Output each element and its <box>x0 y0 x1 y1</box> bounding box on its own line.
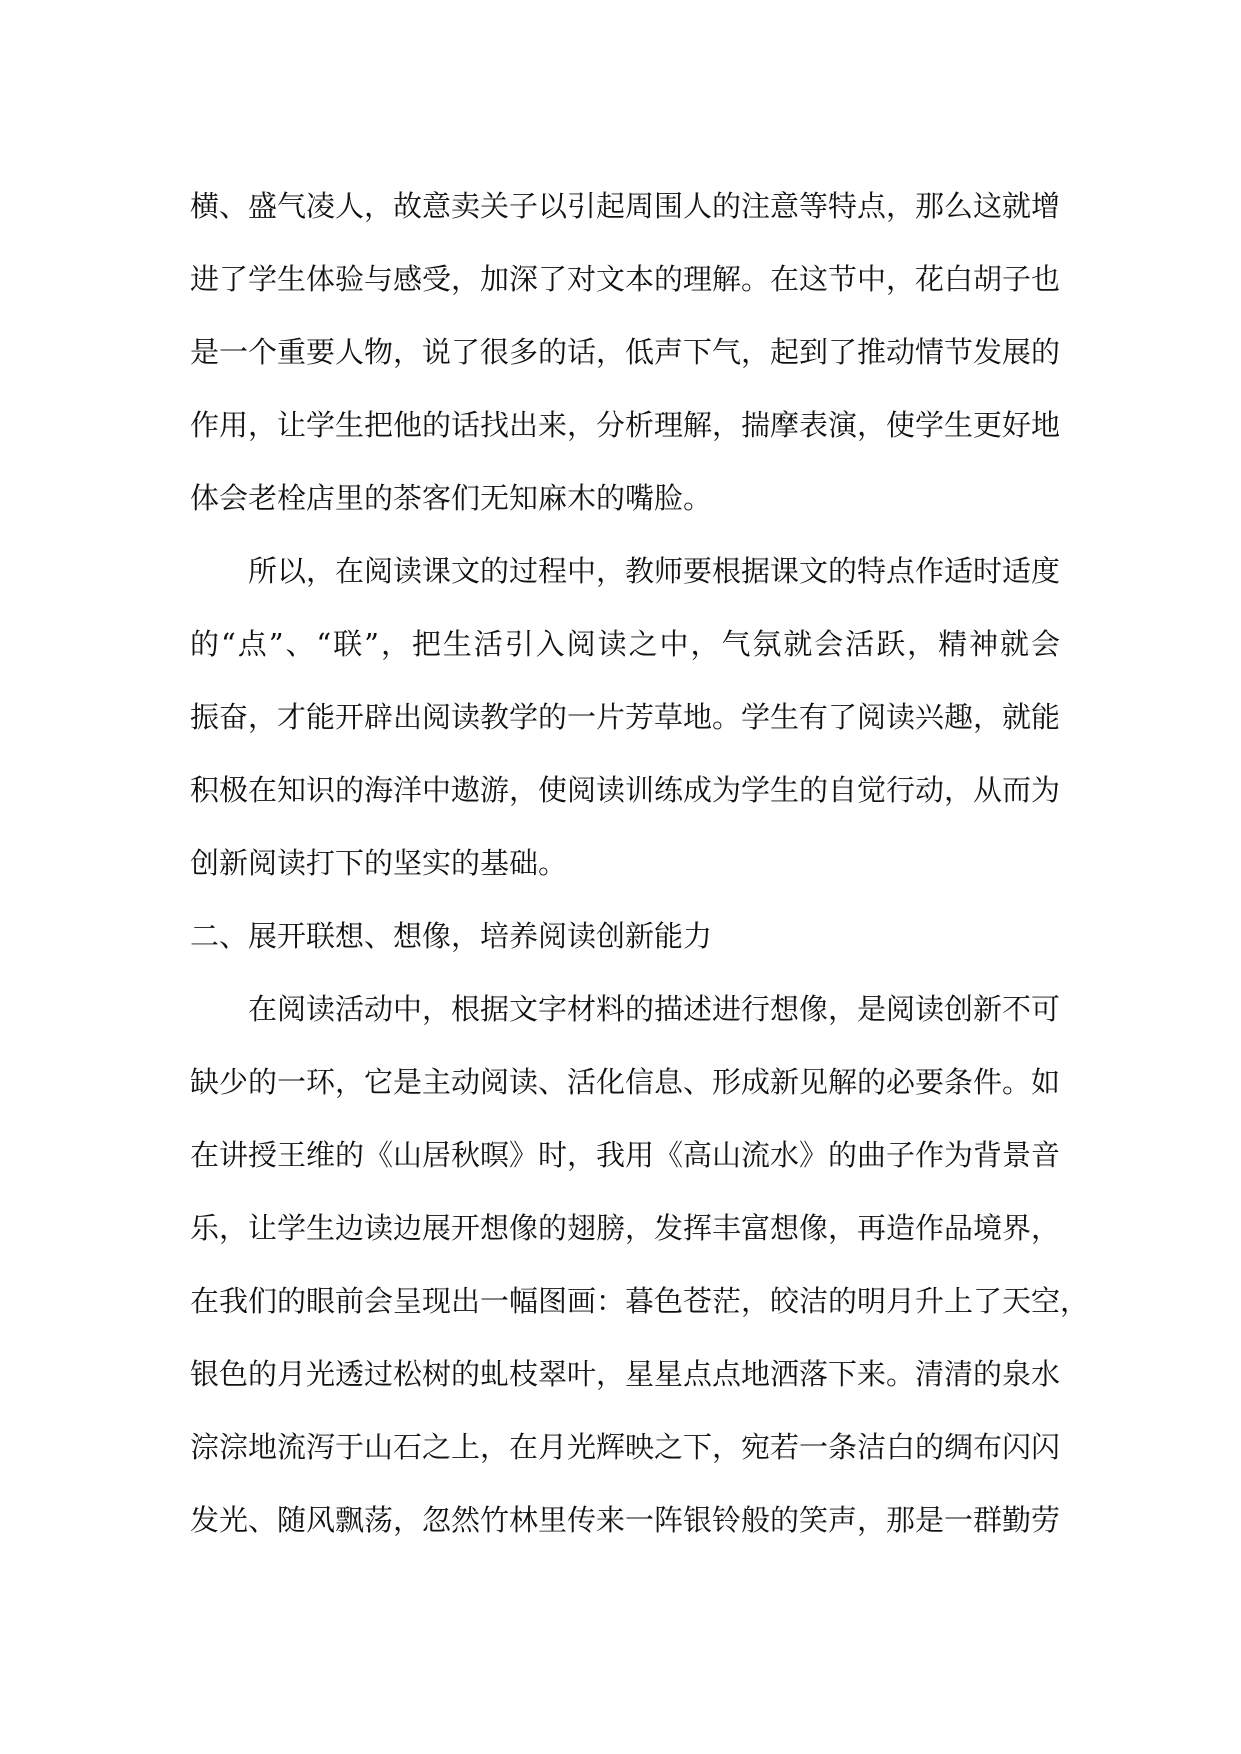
text-line: 创新阅读打下的坚实的基础。 <box>190 846 568 880</box>
text-line: 淙淙地流泻于山石之上，在月光辉映之下，宛若一条洁白的绸布闪闪 <box>190 1430 1061 1464</box>
text-line: 是一个重要人物，说了很多的话，低声下气，起到了推动情节发展的 <box>190 335 1061 369</box>
text-line: 缺少的一环，它是主动阅读、活化信息、形成新见解的必要条件。如 <box>190 1065 1061 1099</box>
text-line: 在讲授王维的《山居秋暝》时，我用《高山流水》的曲子作为背景音 <box>190 1138 1061 1172</box>
text-line: 作用，让学生把他的话找出来，分析理解，揣摩表演，使学生更好地 <box>190 408 1061 442</box>
text-line: 发光、随风飘荡，忽然竹林里传来一阵银铃般的笑声，那是一群勤劳 <box>190 1503 1061 1537</box>
text-line: 的“点”、“联”，把生活引入阅读之中，气氛就会活跃，精神就会 <box>190 627 1060 661</box>
text-line: 体会老栓店里的茶客们无知麻木的嘴脸。 <box>190 481 713 515</box>
text-line: 振奋，才能开辟出阅读教学的一片芳草地。学生有了阅读兴趣，就能 <box>190 700 1061 734</box>
section-heading: 二、展开联想、想像，培养阅读创新能力 <box>190 919 713 953</box>
text-line: 在我们的眼前会呈现出一幅图画：暮色苍茫，皎洁的明月升上了天空， <box>190 1284 1090 1318</box>
text-line: 所以，在阅读课文的过程中，教师要根据课文的特点作适时适度 <box>248 554 1061 588</box>
text-line: 银色的月光透过松树的虬枝翠叶，星星点点地洒落下来。清清的泉水 <box>190 1357 1061 1391</box>
body-text <box>190 170 1090 1557</box>
text-line: 横、盛气凌人，故意卖关子以引起周围人的注意等特点，那么这就增 <box>190 189 1061 223</box>
text-line: 进了学生体验与感受，加深了对文本的理解。在这节中，花白胡子也 <box>190 262 1061 296</box>
text-line: 在阅读活动中，根据文字材料的描述进行想像，是阅读创新不可 <box>248 992 1061 1026</box>
text-line: 乐，让学生边读边展开想像的翅膀，发挥丰富想像，再造作品境界， <box>190 1211 1061 1245</box>
text-line: 积极在知识的海洋中遨游，使阅读训练成为学生的自觉行动，从而为 <box>190 773 1061 807</box>
